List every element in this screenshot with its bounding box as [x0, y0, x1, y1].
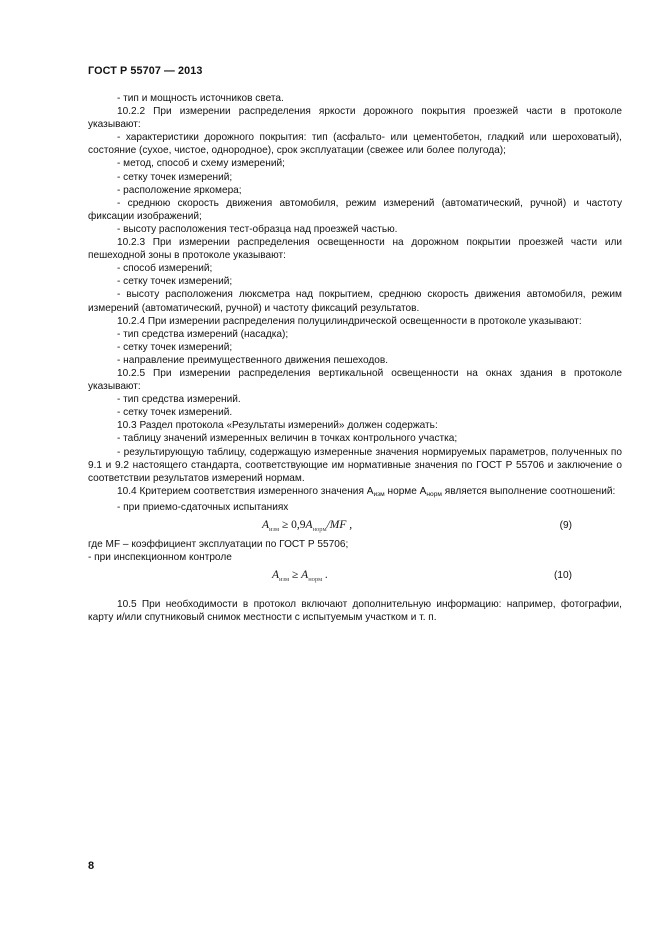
list-item: - при инспекционном контроле	[88, 552, 232, 564]
equation-number-10: (10)	[554, 570, 572, 582]
list-item: - сетку точек измерений.	[117, 407, 233, 419]
paragraph-10-3: 10.3 Раздел протокола «Результаты измерений» должен содержать:	[117, 420, 438, 432]
paragraph-10-4: 10.4 Критерием соответствия измеренного значения Aизм норме Aнорм является выполнение соотношений:	[117, 485, 616, 498]
formula-10-row	[88, 564, 622, 588]
list-item: - при приемо-сдаточных испытаниях	[117, 501, 289, 513]
list-item: - сетку точек измерений;	[117, 276, 233, 288]
list-item: - тип и мощность источников света.	[117, 93, 284, 104]
document-body	[88, 92, 622, 624]
list-item: - высоту расположения тест-образца над проезжей частью.	[117, 223, 398, 235]
paragraph-10-2-3: 10.2.3 При измерении распределения освещенности на дорожном покрытии проезжей части или пешеходной зоны в протоколе указывают:	[88, 237, 622, 262]
list-item: - метод, способ и схему измерений;	[117, 158, 285, 170]
list-item: - результирующую таблицу, содержащую измеренные значения нормируемых параметров, полученных по 9.1 и 9.2 настоящего стандарта, соответствующие им нормативные значения по ГОСТ Р 55706 и заключение о соответствии результатов измерений нормам.	[88, 446, 622, 484]
paragraph-10-2-5: 10.2.5 При измерении распределения вертикальной освещенности на окнах здания в протоколе указывают:	[88, 367, 622, 393]
page-number: 8	[88, 860, 95, 872]
list-item: - характеристики дорожного покрытия: тип (асфальто- или цементобетон, гладкий или шероховатый), состояние (сухое, чистое, однородное), срок эксплуатации (свежее или более полугода);	[88, 132, 622, 157]
list-item: - способ измерений;	[117, 263, 213, 275]
list-item: - направление преимущественного движения пешеходов.	[117, 354, 389, 366]
list-item: - таблицу значений измеренных величин в точках контрольного участка;	[117, 433, 458, 445]
equation-number-9: (9)	[559, 520, 572, 531]
formula-9: $A_{изм} \ge 0,9A_{норм}/MF$ ,	[262, 519, 353, 533]
list-item: - среднюю скорость движения автомобиля, режим измерений (автоматический, ручной) и частоту фиксации изображений;	[88, 197, 622, 222]
paragraph-10-5: 10.5 При необходимости в протокол включают дополнительную информацию: например, фотографии, карту и/или спутниковый снимок местности с испытуемым участком и т. п.	[88, 599, 622, 624]
page-header: ГОСТ Р 55707 — 2013	[88, 65, 203, 77]
formula-9-row	[88, 514, 622, 538]
list-item: - высоту расположения люксметра над покрытием, среднюю скорость движения автомобиля, режим измерений (автоматический, ручной) и частоту фиксаций результатов.	[88, 289, 622, 314]
list-item: - расположение яркомера;	[117, 184, 242, 196]
list-item: - тип средства измерений.	[117, 394, 241, 406]
list-item: - тип средства измерений (насадка);	[117, 328, 289, 340]
list-item: - сетку точек измерений;	[117, 341, 233, 353]
formula-10: $A_{изм} \ge A_{норм}$ .	[272, 569, 328, 584]
paragraph-10-2-2: 10.2.2 При измерении распределения яркости дорожного покрытия проезжей части в протоколе указывают:	[88, 106, 622, 131]
paragraph-where-mf: где MF – коэффициент эксплуатации по ГОСТ Р 55706;	[88, 539, 349, 550]
paragraph-10-2-4: 10.2.4 При измерении распределения полуцилиндрической освещенности в протоколе указывают:	[117, 315, 582, 327]
list-item: - сетку точек измерений;	[117, 171, 233, 183]
